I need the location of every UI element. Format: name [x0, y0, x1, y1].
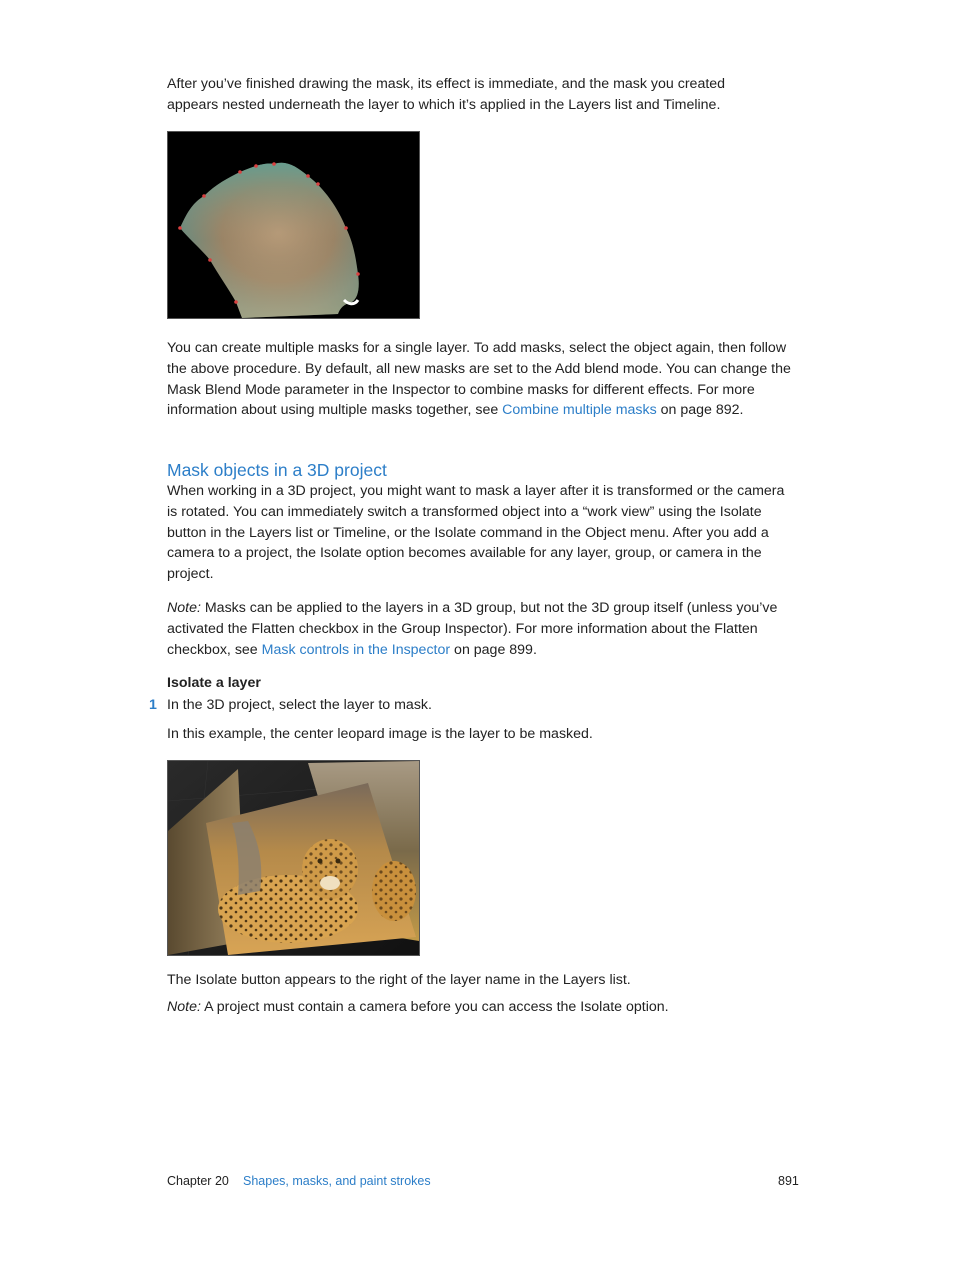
step-detail: In this example, the center leopard image is the layer to be masked.: [167, 726, 593, 742]
leopard-3d-figure: [167, 760, 420, 956]
step-number: 1: [149, 697, 157, 713]
isolate-button-paragraph: The Isolate button appears to the right of the layer name in the Layers list.: [167, 972, 631, 988]
step-text: In the 3D project, select the layer to mask.: [167, 697, 432, 713]
note-page-ref: on page 899.: [450, 641, 537, 658]
multiple-masks-page-ref: on page 892.: [656, 402, 744, 419]
intro-line-2: appears nested underneath the layer to which it’s applied in the Layers list and Timeline.: [167, 96, 721, 113]
section-heading: Mask objects in a 3D project: [167, 460, 387, 480]
multiple-masks-text: You can create multiple masks for a single layer. To add masks, select the object again, then follow the above procedure. By default, all new masks are set to the Add blend mode. You can change the Mask Blend Mode parameter in the Inspector to combine masks for different effects. For more information about using multiple masks together, see: [167, 340, 791, 419]
masked-shape-image: [168, 132, 419, 318]
footer-chapter-title-link[interactable]: Shapes, masks, and paint strokes: [243, 1174, 431, 1188]
note-text: Masks can be applied to the layers in a 3D group, but not the 3D group itself (unless you’ve activated the Flatten checkbox in the Group Inspector). For more information about the Flatten checkbox, see: [167, 600, 778, 658]
section-body: When working in a 3D project, you might want to mask a layer after it is transformed or the camera is rotated. You can immediately switch a transformed object into a “work view” using the Isolate button in the Layers list or Timeline, or the Isolate command in the Object menu. After you add a camera to a project, the Isolate option becomes available for any layer, group, or camera in the project.: [167, 483, 785, 583]
intro-paragraph: [167, 74, 792, 116]
footer-chapter: Chapter 20: [167, 1174, 229, 1188]
footer-page-number: 891: [778, 1174, 799, 1188]
leopard-3d-image: [168, 761, 419, 955]
note-paragraph-2: [167, 997, 792, 1018]
note-label: Note:: [167, 600, 201, 616]
note-text-2: A project must contain a camera before you can access the Isolate option.: [200, 999, 669, 1015]
mask-controls-link[interactable]: Mask controls in the Inspector: [261, 641, 451, 658]
masked-shape-figure: [167, 131, 420, 319]
multiple-masks-paragraph: [167, 338, 792, 421]
note-paragraph-1: [167, 598, 792, 660]
intro-line-1: After you’ve finished drawing the mask, its effect is immediate, and the mask you created: [167, 76, 726, 92]
combine-multiple-masks-link[interactable]: Combine multiple masks: [502, 402, 657, 419]
task-title: Isolate a layer: [167, 675, 261, 691]
note-label-2: Note:: [167, 999, 201, 1015]
